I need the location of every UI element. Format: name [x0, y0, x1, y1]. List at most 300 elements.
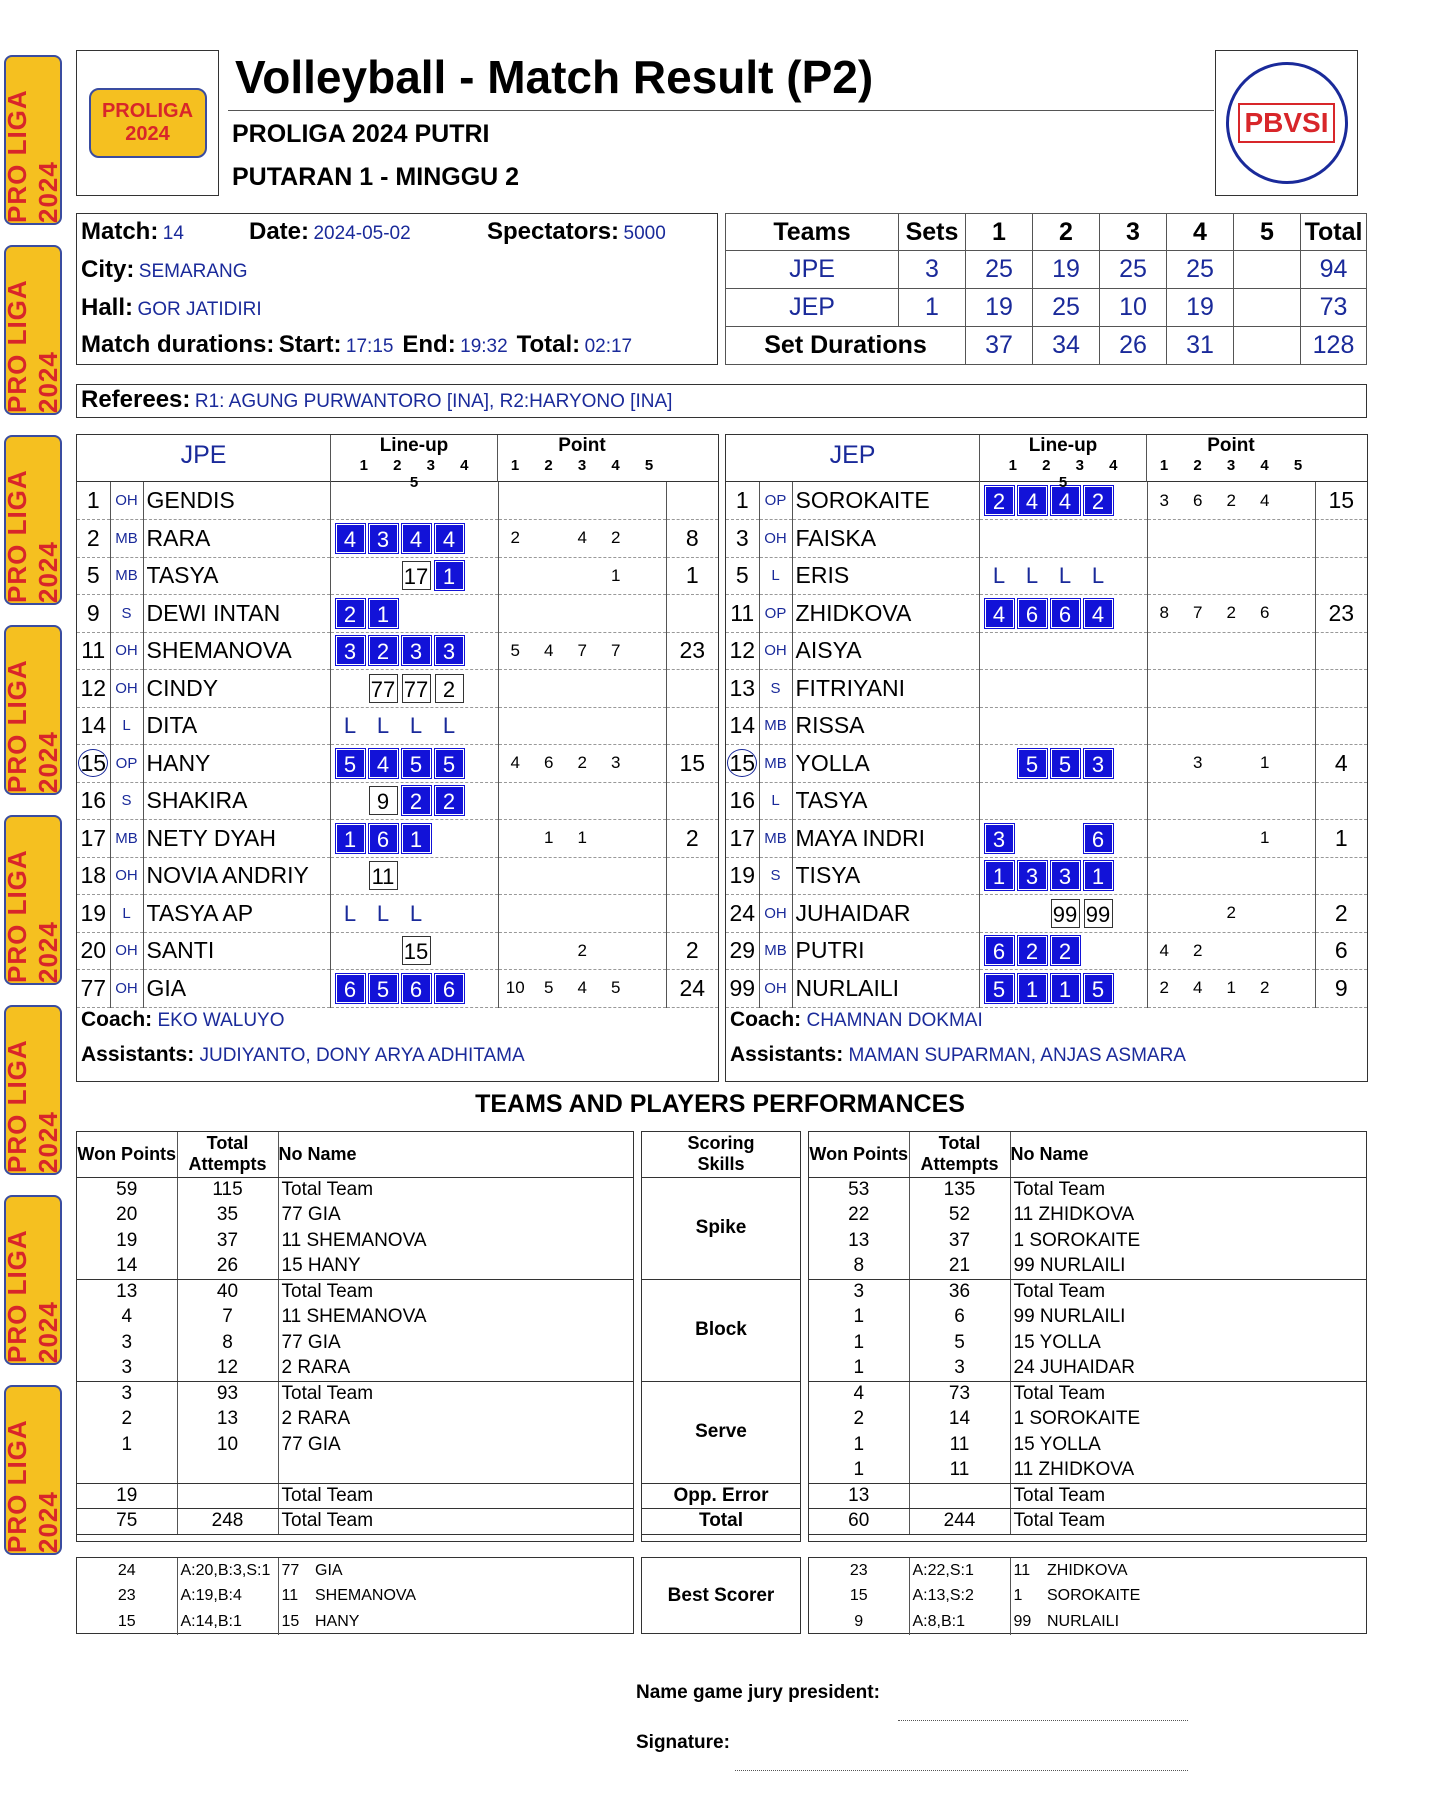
player-position: MB: [110, 820, 143, 858]
player-number: [77, 482, 110, 520]
best-number: 99: [1013, 1612, 1032, 1630]
player-name: 1 SOROKAITE: [1013, 1408, 1141, 1430]
total-attempts: 93: [177, 1381, 278, 1407]
best-points: 15: [77, 1609, 177, 1635]
player-number-value: 13: [729, 674, 756, 701]
player-name: SHAKIRA: [143, 782, 330, 820]
player-number-value: 18: [80, 862, 107, 889]
lineup-cell: 5: [402, 749, 431, 778]
set-points: [498, 745, 666, 783]
player-position: OH: [110, 932, 143, 970]
lineup-cell: [402, 861, 431, 890]
lineup-cell: [435, 599, 464, 628]
player-position: OH: [759, 520, 792, 558]
set-point: 4: [1260, 490, 1270, 510]
score-row-durations: Set Durations 37 34 26 31 128: [726, 327, 1367, 365]
jury-president-label: Name game jury president:: [636, 1682, 880, 1703]
player-total: [666, 895, 718, 933]
lineup-cell: 2: [1018, 936, 1047, 965]
performance-row: [809, 1228, 1366, 1254]
set-point: 4: [544, 640, 554, 660]
lineup-cells: [979, 520, 1147, 558]
lineup-cell: [435, 824, 464, 853]
best-points: 9: [809, 1609, 909, 1635]
skill-name: Total: [642, 1509, 800, 1535]
performance-title: TEAMS AND PLAYERS PERFORMANCES: [475, 1090, 965, 1118]
performance-row: [77, 1305, 633, 1331]
round-name: PUTARAN 1 - MINGGU 2: [232, 163, 520, 191]
total-attempts: 35: [177, 1203, 278, 1229]
lineup-cell: L: [409, 900, 423, 926]
lineup-cells: [979, 970, 1147, 1008]
lineup-cell: L: [1058, 563, 1072, 589]
player-number: [726, 857, 759, 895]
player-number-value: 1: [86, 487, 100, 513]
total-attempts: 11: [909, 1432, 1010, 1458]
player-position: MB: [759, 820, 792, 858]
player-total: [1315, 707, 1367, 745]
lineup-cell: L: [992, 563, 1006, 589]
performance-row: [809, 1279, 1366, 1305]
total-attempts: 135: [909, 1177, 1010, 1203]
player-number: [726, 557, 759, 595]
player-number-value: 17: [729, 824, 756, 851]
player-number-value: 1: [735, 487, 749, 513]
lineup-cell: [1084, 786, 1113, 815]
set-point: 1: [1226, 978, 1236, 998]
page-title: Volleyball - Match Result (P2): [235, 51, 874, 103]
player-position: L: [759, 782, 792, 820]
lineup-cell: [1084, 524, 1113, 553]
player-number: [77, 932, 110, 970]
lineup-cell: L: [409, 713, 423, 739]
pbvsi-logo: PBVSI: [1215, 50, 1358, 196]
player-position: OP: [759, 595, 792, 633]
player-name: 11 ZHIDKOVA: [1010, 1458, 1366, 1484]
lineup-cell: [369, 936, 398, 965]
player-position: OP: [759, 482, 792, 520]
player-name: 11 SHEMANOVA: [281, 1229, 427, 1251]
away-roster: [725, 434, 1368, 1082]
player-name: SHEMANOVA: [143, 632, 330, 670]
lineup-cell: 15: [402, 936, 431, 965]
set-number: 4: [1260, 457, 1269, 474]
player-name: ZHIDKOVA: [792, 595, 979, 633]
lineup-cell: 2: [1051, 936, 1080, 965]
set-point: 4: [577, 528, 587, 548]
player-row: [77, 557, 718, 595]
player-name: Total Team: [281, 1281, 374, 1302]
lineup-cell: 3: [985, 824, 1014, 853]
player-name: Total Team: [281, 1179, 374, 1200]
lineup-cell: 1: [1084, 861, 1113, 890]
won-points: [77, 1458, 177, 1484]
best-scorer-label: Best Scorer: [641, 1557, 801, 1634]
best-number: 11: [281, 1587, 299, 1605]
player-total: [1315, 782, 1367, 820]
set-points: [1147, 932, 1315, 970]
player-name: 11 SHEMANOVA: [281, 1306, 427, 1328]
player-name: 99 NURLAILI: [1013, 1306, 1126, 1328]
best-points: 23: [77, 1584, 177, 1610]
player-number-value: 5: [735, 562, 749, 589]
set-point: 6: [1260, 603, 1270, 623]
player-number: [77, 857, 110, 895]
lineup-cell: 3: [435, 636, 464, 665]
player-total: 8: [666, 520, 718, 558]
player-row: [77, 895, 718, 933]
set-points: [1147, 595, 1315, 633]
player-total: [1315, 520, 1367, 558]
best-name: SHEMANOVA: [315, 1587, 417, 1605]
total-attempts: 73: [909, 1381, 1010, 1407]
player-row: [77, 632, 718, 670]
set-points: [1147, 670, 1315, 708]
lineup-cells: [330, 745, 498, 783]
player-number: [77, 520, 110, 558]
home-best-scorer: [76, 1557, 634, 1634]
player-number: [726, 820, 759, 858]
skill-name: Serve: [642, 1381, 800, 1483]
performance-row: [77, 1203, 633, 1229]
player-name: CINDY: [143, 670, 330, 708]
player-number: [726, 895, 759, 933]
lineup-cell: [336, 674, 365, 703]
best-breakdown: A:19,B:4: [177, 1584, 278, 1610]
set-point: 7: [611, 640, 621, 660]
lineup-cells: [979, 707, 1147, 745]
set-points: [498, 632, 666, 670]
player-position: OH: [759, 632, 792, 670]
lineup-cells: [330, 820, 498, 858]
lineup-cell: [1084, 674, 1113, 703]
lineup-cells: [330, 557, 498, 595]
side-logo: PRO LIGA 2024: [4, 1385, 62, 1555]
side-logo: PRO LIGA 2024: [4, 245, 62, 415]
lineup-cell: [1018, 711, 1047, 740]
lineup-cells: [979, 745, 1147, 783]
score-row-home: JPE 3 25 19 25 25 94: [726, 251, 1367, 289]
lineup-cell: [336, 561, 365, 590]
lineup-cell: [1051, 524, 1080, 553]
won-points: 4: [809, 1381, 909, 1407]
won-points: 1: [809, 1356, 909, 1382]
lineup-cell: 6: [1084, 824, 1113, 853]
player-number: [77, 595, 110, 633]
lineup-cells: [330, 632, 498, 670]
player-total: 4: [1315, 745, 1367, 783]
total-attempts: 12: [177, 1356, 278, 1382]
player-total: [666, 670, 718, 708]
lineup-cell: [1051, 786, 1080, 815]
lineup-cell: [985, 899, 1014, 928]
player-number-value: 99: [729, 974, 756, 1001]
lineup-cell: 4: [1084, 599, 1113, 628]
won-points: 3: [77, 1381, 177, 1407]
lineup-cell: 2: [369, 636, 398, 665]
total-attempts: [909, 1483, 1010, 1509]
player-row: [726, 857, 1367, 895]
player-name: DEWI INTAN: [143, 595, 330, 633]
lineup-cells: [979, 895, 1147, 933]
player-position: OH: [110, 857, 143, 895]
player-name: 2 RARA: [278, 1356, 633, 1382]
lineup-cell: 3: [336, 636, 365, 665]
player-total: [666, 707, 718, 745]
best-name: GIA: [315, 1561, 343, 1579]
player-number: [726, 707, 759, 745]
player-row: [726, 820, 1367, 858]
proliga-logo: PROLIGA 2024: [76, 50, 219, 196]
total-attempts: 26: [177, 1254, 278, 1280]
set-point: 1: [544, 828, 554, 848]
performance-row: [809, 1305, 1366, 1331]
player-total: 2: [1315, 895, 1367, 933]
player-name: 99 NURLAILI: [1010, 1254, 1366, 1280]
player-name: Total Team: [278, 1509, 633, 1535]
set-points: [1147, 745, 1315, 783]
player-name: 2 RARA: [281, 1408, 351, 1430]
player-name: Total Team: [1013, 1281, 1106, 1302]
player-position: L: [110, 895, 143, 933]
player-row: [77, 745, 718, 783]
best-number: 15: [281, 1612, 300, 1630]
set-point: 2: [1226, 603, 1236, 623]
scoring-skills-header: Scoring Skills: [642, 1132, 800, 1177]
lineup-cell: [1084, 936, 1113, 965]
lineup-cell: 2: [336, 599, 365, 628]
lineup-cell: 2: [1084, 486, 1113, 515]
lineup-cell: [1018, 899, 1047, 928]
player-total: [1315, 670, 1367, 708]
player-name-header: No Name: [1010, 1132, 1366, 1177]
performance-header: [809, 1132, 1366, 1177]
set-points: [1147, 820, 1315, 858]
player-number-value: 19: [729, 862, 756, 889]
lineup-cell: [1084, 711, 1113, 740]
player-row: [726, 895, 1367, 933]
player-total: 15: [1315, 482, 1367, 520]
won-points: 14: [77, 1254, 177, 1280]
set-points: [1147, 520, 1315, 558]
lineup-cell: 3: [369, 524, 398, 553]
lineup-cell: 4: [435, 524, 464, 553]
player-number-value: 14: [729, 712, 756, 739]
player-name: 77 GIA: [281, 1331, 341, 1353]
set-points: [1147, 895, 1315, 933]
lineup-cell: 17: [402, 561, 431, 590]
away-coach: Coach: CHAMNAN DOKMAI: [730, 1008, 983, 1031]
performance-row: [77, 1254, 633, 1280]
skill-row: [642, 1381, 800, 1483]
lineup-cells: [330, 670, 498, 708]
set-number: 3: [577, 457, 587, 474]
set-points: [498, 520, 666, 558]
lineup-cell: 1: [1018, 974, 1047, 1003]
lineup-cells: [330, 520, 498, 558]
player-name: FAISKA: [792, 520, 979, 558]
player-number-value: 12: [80, 674, 107, 701]
lineup-cell: 4: [369, 749, 398, 778]
won-points: 59: [77, 1177, 177, 1203]
total-attempts: 8: [177, 1330, 278, 1356]
set-point: 6: [544, 753, 554, 773]
player-row: [726, 970, 1367, 1008]
skills-header: [642, 1132, 800, 1177]
set-points: [498, 482, 666, 520]
set-points: [498, 820, 666, 858]
set-point: 4: [1193, 978, 1203, 998]
lineup-cells: [979, 670, 1147, 708]
player-name: HANY: [143, 745, 330, 783]
set-number: 1: [359, 457, 368, 474]
player-name: NETY DYAH: [143, 820, 330, 858]
player-total: 6: [1315, 932, 1367, 970]
player-row: [726, 557, 1367, 595]
lineup-cells: [330, 707, 498, 745]
lineup-cell: [1051, 711, 1080, 740]
best-number: 11: [1013, 1561, 1031, 1579]
won-points: 3: [809, 1279, 909, 1305]
performance-row: [809, 1407, 1366, 1433]
player-position: OP: [110, 745, 143, 783]
won-points-header: Won Points: [809, 1132, 909, 1177]
player-position: S: [759, 857, 792, 895]
lineup-cell: 9: [369, 786, 398, 815]
set-point: 5: [510, 640, 520, 660]
set-number: 5: [409, 474, 419, 491]
player-total: [666, 857, 718, 895]
home-assistants: Assistants: JUDIYANTO, DONY ARYA ADHITAMA: [81, 1043, 525, 1066]
lineup-cell: 1: [336, 824, 365, 853]
player-number-value: 77: [80, 974, 107, 1001]
set-point: 2: [611, 528, 621, 548]
skill-name: Spike: [642, 1177, 800, 1279]
lineup-cell: [402, 599, 431, 628]
lineup-cells: [979, 857, 1147, 895]
best-name: HANY: [315, 1612, 360, 1630]
player-position: L: [759, 557, 792, 595]
player-name: SOROKAITE: [792, 482, 979, 520]
set-point: 7: [577, 640, 587, 660]
lineup-cell: 6: [985, 936, 1014, 965]
set-point: 3: [1159, 490, 1169, 510]
player-number-value: 20: [80, 937, 107, 964]
lineup-cell: 1: [1051, 974, 1080, 1003]
player-row: [77, 970, 718, 1008]
best-scorer-row: [809, 1609, 1366, 1635]
performance-row: [809, 1330, 1366, 1356]
total-attempts: 14: [909, 1407, 1010, 1433]
performance-row: [77, 1177, 633, 1203]
lineup-cell: [985, 636, 1014, 665]
player-number: [726, 482, 759, 520]
set-point: 2: [510, 528, 520, 548]
lineup-cells: [330, 970, 498, 1008]
lineup-cell: 4: [1018, 486, 1047, 515]
set-number: 1: [510, 457, 520, 474]
performance-row: [809, 1381, 1366, 1407]
lineup-cells: [330, 857, 498, 895]
player-position: OH: [110, 970, 143, 1008]
player-total: 24: [666, 970, 718, 1008]
player-number: [77, 632, 110, 670]
player-name: ERIS: [792, 557, 979, 595]
set-points: [498, 670, 666, 708]
total-attempts: 115: [177, 1177, 278, 1203]
player-row: [726, 670, 1367, 708]
signature-line: [735, 1770, 1188, 1771]
player-number-value: 16: [80, 787, 107, 814]
set-number: 4: [611, 457, 620, 474]
player-row: [77, 520, 718, 558]
player-name: SANTI: [143, 932, 330, 970]
set-points: [1147, 632, 1315, 670]
lineup-cell: 3: [1018, 861, 1047, 890]
won-points: 1: [809, 1458, 909, 1484]
player-number: [726, 670, 759, 708]
set-number: 2: [1042, 457, 1051, 474]
set-points: [498, 595, 666, 633]
player-name: DITA: [143, 707, 330, 745]
lineup-cell: 5: [435, 749, 464, 778]
set-points: [1147, 557, 1315, 595]
player-name: RISSA: [792, 707, 979, 745]
performance-row: [77, 1407, 633, 1433]
total-attempts: 40: [177, 1279, 278, 1305]
won-points: 22: [809, 1203, 909, 1229]
player-number-value: 24: [729, 899, 756, 926]
lineup-cell: L: [343, 900, 357, 926]
lineup-cell: 4: [336, 524, 365, 553]
total-attempts: 11: [909, 1458, 1010, 1484]
player-number-value: 19: [80, 899, 107, 926]
player-number: [77, 895, 110, 933]
set-number: 3: [1226, 457, 1236, 474]
lineup-cell: [1018, 636, 1047, 665]
set-point: 2: [577, 940, 587, 960]
player-number-value: 17: [80, 824, 107, 851]
set-points: [498, 557, 666, 595]
player-number-value: 11: [81, 637, 106, 664]
player-number-value: 11: [730, 599, 755, 626]
lineup-cell: [985, 711, 1014, 740]
lineup-cell: [336, 786, 365, 815]
lineup-cell: [985, 674, 1014, 703]
player-total: [1315, 857, 1367, 895]
lineup-cell: 5: [1018, 749, 1047, 778]
player-position: MB: [759, 707, 792, 745]
lineup-cell: [435, 899, 464, 928]
lineup-cell: [1018, 524, 1047, 553]
lineup-cells: [330, 895, 498, 933]
lineup-cell: 99: [1084, 899, 1113, 928]
set-point: 10: [505, 978, 525, 998]
player-name: Total Team: [1010, 1509, 1366, 1535]
player-total: [666, 482, 718, 520]
side-logo-strip: [0, 55, 66, 1755]
player-number: [77, 557, 110, 595]
player-name: 77 GIA: [281, 1433, 341, 1455]
player-number-value: 14: [80, 712, 107, 739]
set-number: 2: [393, 457, 402, 474]
lineup-cell: 2: [402, 786, 431, 815]
skill-name: Block: [642, 1279, 800, 1381]
lineup-cell: 5: [369, 974, 398, 1003]
set-number: 1: [1008, 457, 1017, 474]
player-row: [726, 782, 1367, 820]
player-number-value: 5: [86, 562, 100, 589]
